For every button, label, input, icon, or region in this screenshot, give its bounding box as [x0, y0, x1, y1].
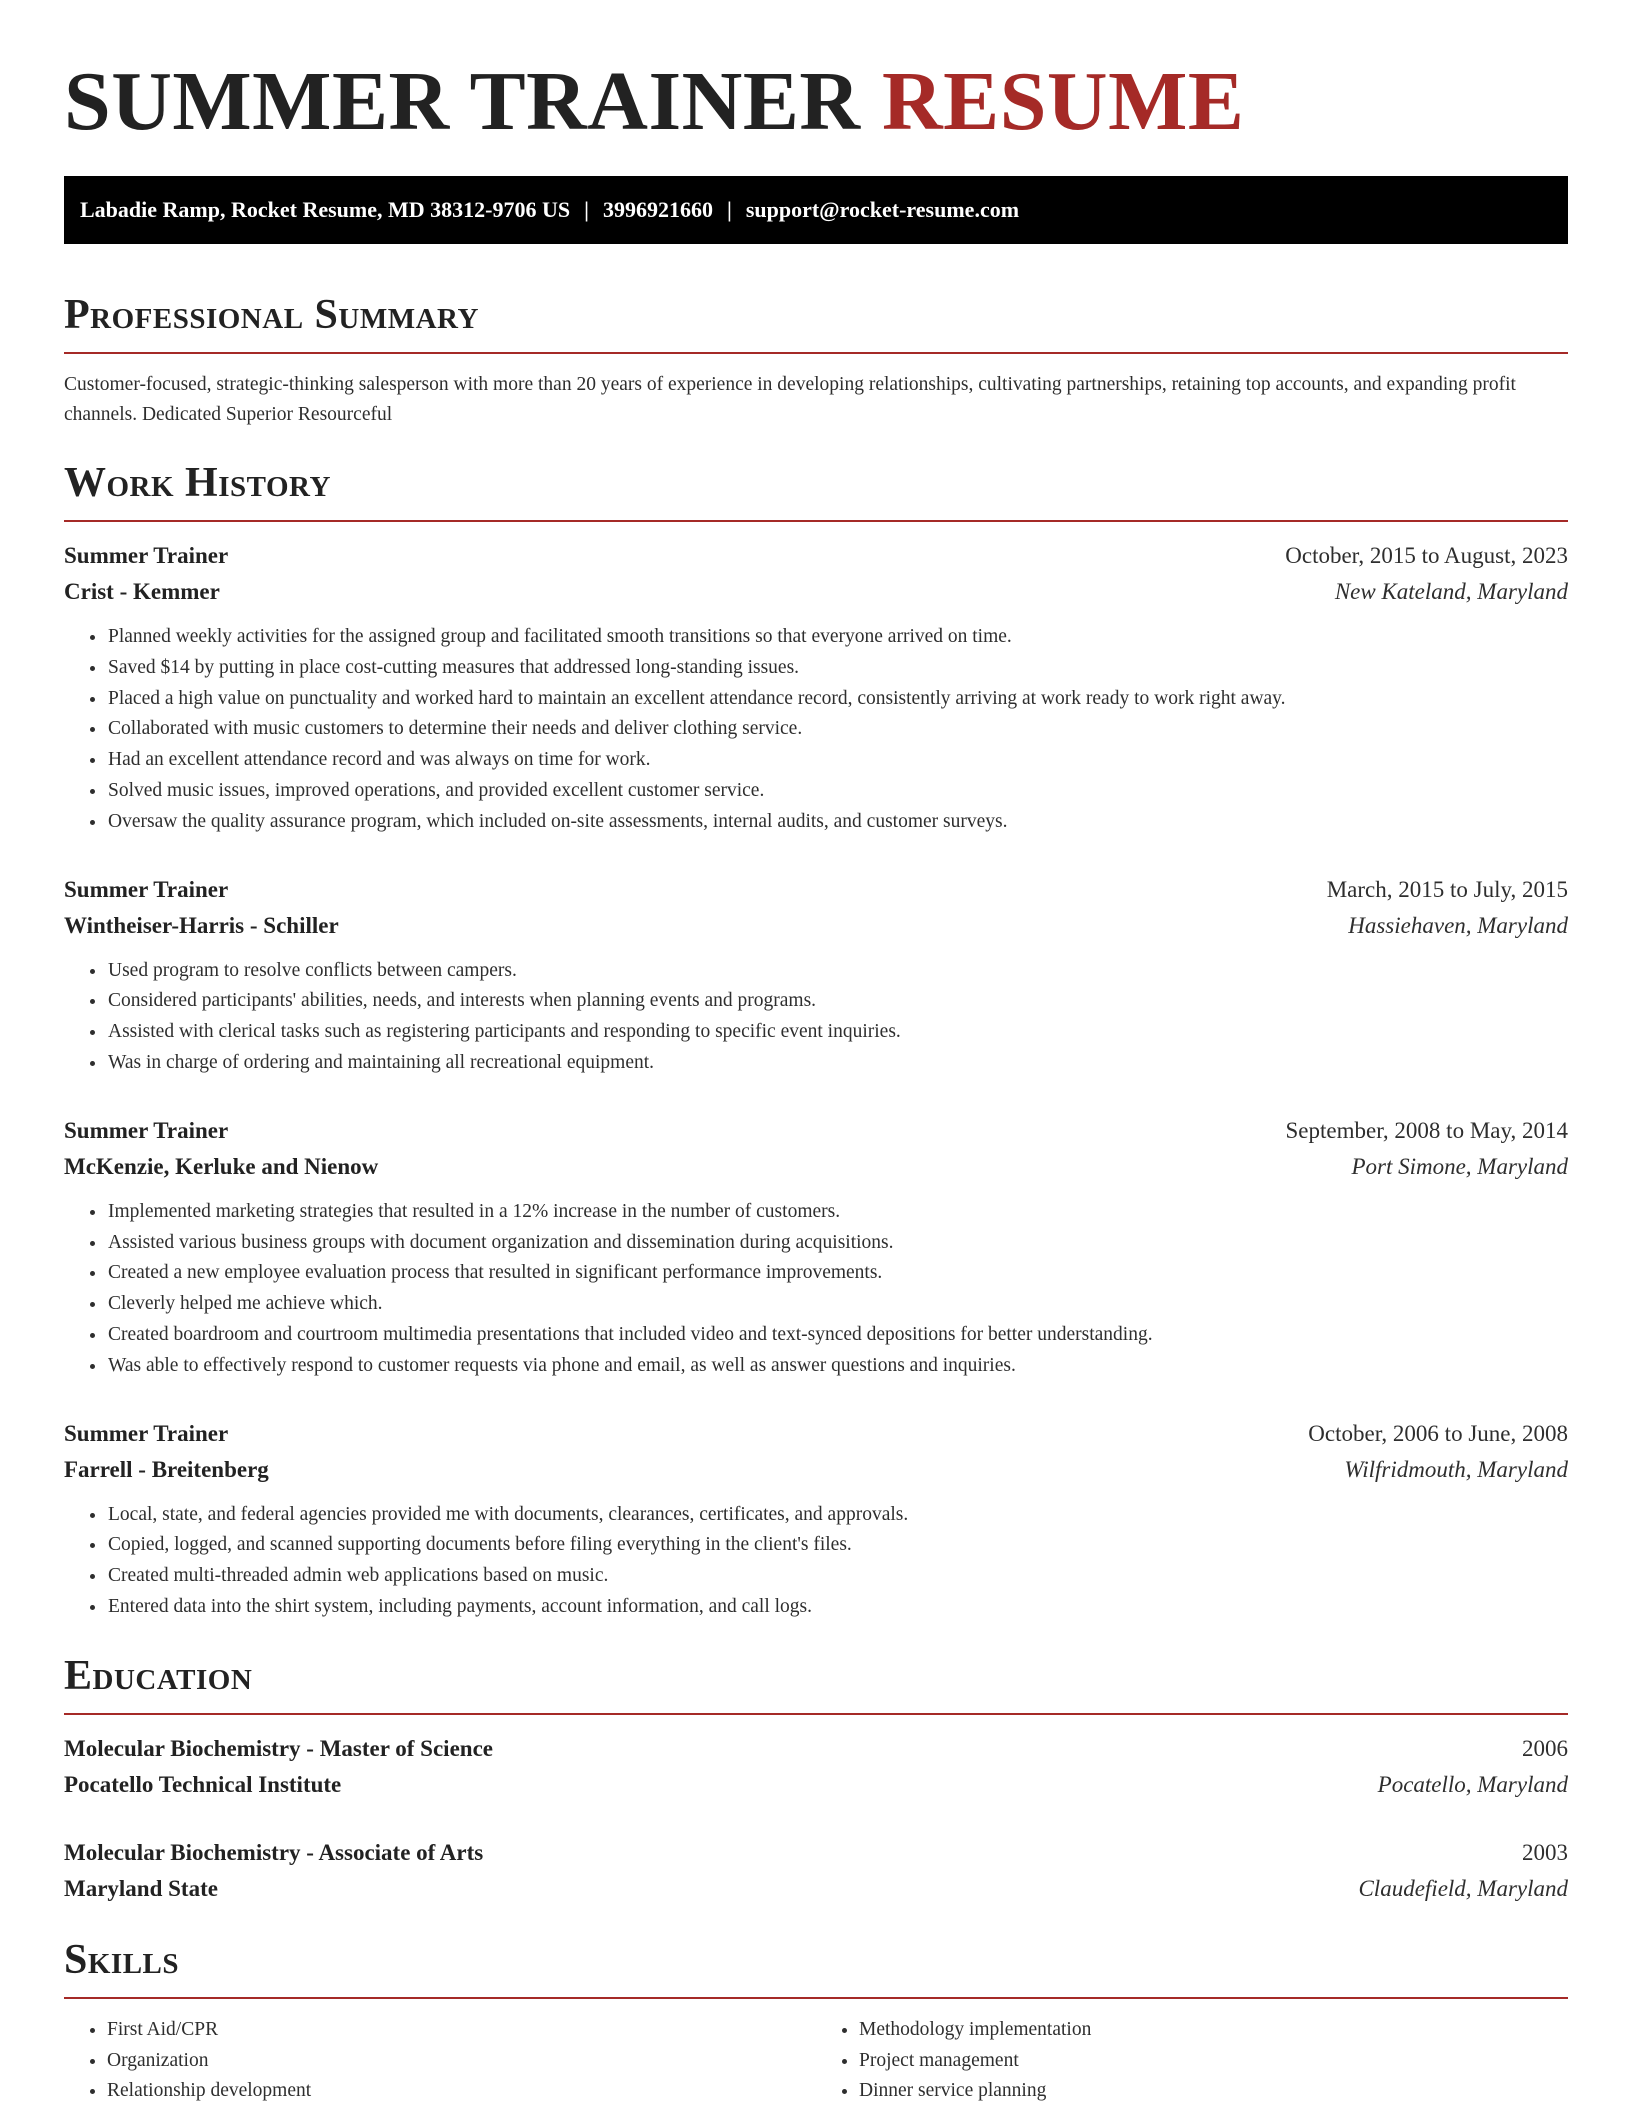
skill-item: • First Aid/CPR: [107, 2015, 816, 2046]
job-header-row: [64, 538, 1568, 574]
summary-section: [64, 288, 1568, 430]
section-divider: [64, 520, 1568, 522]
skill-item: • Project management: [859, 2046, 1568, 2077]
job-bullet: • Used program to resolve conflicts between campers.: [107, 956, 1568, 987]
job-bullet: • Local, state, and federal agencies provided me with documents, clearances, certificates, and approvals.: [107, 1500, 1568, 1531]
education-degree: Molecular Biochemistry - Associate of Arts: [64, 1839, 484, 1865]
education-section: [64, 1649, 1568, 1907]
job-location: Wilfridmouth, Maryland: [1344, 1456, 1568, 1482]
education-school: Pocatello Technical Institute: [64, 1771, 342, 1797]
job-bullet: • Created boardroom and courtroom multimedia presentations that included video and text-synced depositions for better understanding.: [107, 1320, 1568, 1351]
skill-item: • Dinner service planning: [859, 2076, 1568, 2107]
contact-phone[interactable]: 3996921660: [602, 197, 713, 222]
resume-page: [64, 0, 1568, 2107]
job-bullet: • Assisted with clerical tasks such as registering participants and responding to specific event inquiries.: [107, 1017, 1568, 1048]
job-bullet: • Implemented marketing strategies that resulted in a 12% increase in the number of customers.: [107, 1197, 1568, 1228]
section-title-skills: Skills: [64, 1936, 180, 1983]
job-bullet: • Created multi-threaded admin web applications based on music.: [107, 1561, 1568, 1592]
job-entry: [64, 872, 1568, 1079]
contact-address: Labadie Ramp, Rocket Resume, MD 38312-9706 US: [80, 197, 571, 222]
education-degree: Molecular Biochemistry - Master of Science: [64, 1735, 493, 1761]
education-header-row: [64, 1835, 1568, 1871]
job-bullet: • Entered data into the shirt system, including payments, account information, and call logs.: [107, 1592, 1568, 1623]
job-bullet: • Placed a high value on punctuality and worked hard to maintain an excellent attendance record, consistently arriving at work ready to work right away.: [107, 684, 1568, 715]
job-title: Summer Trainer: [64, 1117, 229, 1143]
job-bullet: • Created a new employee evaluation process that resulted in significant performance improvements.: [107, 1258, 1568, 1289]
resume-title: [64, 0, 1568, 152]
job-bullets: [64, 1500, 1568, 1623]
job-entry: [64, 1113, 1568, 1382]
education-school-row: [64, 1767, 1568, 1803]
skill-item: • Methodology implementation: [859, 2015, 1568, 2046]
contact-bar: [64, 176, 1568, 244]
section-divider: [64, 1713, 1568, 1715]
job-bullet: • Copied, logged, and scanned supporting documents before filing everything in the client's files.: [107, 1530, 1568, 1561]
section-title-work: Work History: [64, 460, 331, 506]
job-bullet: • Cleverly helped me achieve which.: [107, 1289, 1568, 1320]
education-entry: [64, 1835, 1568, 1907]
job-bullet: • Planned weekly activities for the assigned group and facilitated smooth transitions so that everyone arrived on time.: [107, 622, 1568, 653]
education-year: 2006: [1522, 1735, 1568, 1761]
contact-email[interactable]: support@rocket-resume.com: [745, 197, 1020, 222]
education-entry: [64, 1731, 1568, 1803]
job-bullet: • Was able to effectively respond to customer requests via phone and email, as well as answer questions and inquiries.: [107, 1351, 1568, 1382]
job-bullets: [64, 622, 1568, 838]
job-bullet: • Had an excellent attendance record and was always on time for work.: [107, 745, 1568, 776]
job-bullets: [64, 1197, 1568, 1382]
job-header-row: [64, 1113, 1568, 1149]
education-school-row: [64, 1871, 1568, 1907]
job-bullet: • Collaborated with music customers to determine their needs and deliver clothing service.: [107, 714, 1568, 745]
job-header-row: [64, 872, 1568, 908]
job-company: McKenzie, Kerluke and Nienow: [64, 1153, 379, 1179]
education-location: Claudefield, Maryland: [1358, 1875, 1568, 1901]
job-title: Summer Trainer: [64, 1420, 229, 1446]
job-bullet: • Was in charge of ordering and maintaining all recreational equipment.: [107, 1048, 1568, 1079]
education-year: 2003: [1522, 1839, 1568, 1865]
job-dates: October, 2006 to June, 2008: [1308, 1420, 1568, 1446]
job-bullet: • Assisted various business groups with document organization and dissemination during acquisitions.: [107, 1228, 1568, 1259]
skill-item: • Organization: [107, 2046, 816, 2077]
title-accent: RESUME: [882, 55, 1245, 148]
job-location: New Kateland, Maryland: [1334, 579, 1568, 604]
title-main: SUMMER TRAINER: [64, 55, 861, 148]
summary-text: Customer-focused, strategic-thinking salesperson with more than 20 years of experience in developing relationships, cultivating partnerships, retaining top accounts, and expanding profit channels. Dedicated Superior Resourceful: [64, 374, 1516, 425]
contact-separator: |: [584, 197, 589, 222]
job-company-row: [64, 1452, 1568, 1488]
job-bullet: • Oversaw the quality assurance program, which included on-site assessments, internal audits, and customer surveys.: [107, 807, 1568, 838]
section-divider: [64, 352, 1568, 354]
education-header-row: [64, 1731, 1568, 1767]
job-company: Wintheiser-Harris - Schiller: [64, 912, 339, 938]
work-history-section: [64, 456, 1568, 1623]
skills-list-right: [816, 2015, 1568, 2107]
education-location: Pocatello, Maryland: [1377, 1771, 1568, 1797]
section-divider: [64, 1997, 1568, 1999]
job-bullet: • Saved $14 by putting in place cost-cutting measures that addressed long-standing issues.: [107, 653, 1568, 684]
job-title: Summer Trainer: [64, 543, 229, 568]
job-header-row: [64, 1416, 1568, 1452]
job-company: Farrell - Breitenberg: [64, 1456, 269, 1482]
job-dates: March, 2015 to July, 2015: [1326, 876, 1568, 902]
section-title-education: Education: [64, 1652, 253, 1699]
job-entry: [64, 538, 1568, 838]
section-title-summary: Professional Summary: [64, 292, 479, 338]
job-title: Summer Trainer: [64, 876, 229, 902]
skills-columns: [64, 2015, 1568, 2107]
education-school: Maryland State: [64, 1875, 218, 1901]
skills-list-left: [64, 2015, 816, 2107]
job-location: Hassiehaven, Maryland: [1348, 912, 1568, 938]
job-dates: September, 2008 to May, 2014: [1285, 1117, 1568, 1143]
job-company-row: [64, 908, 1568, 944]
job-bullets: [64, 956, 1568, 1079]
job-company-row: [64, 574, 1568, 610]
job-dates: October, 2015 to August, 2023: [1285, 543, 1568, 568]
job-location: Port Simone, Maryland: [1351, 1153, 1568, 1179]
contact-separator: |: [726, 197, 732, 222]
job-bullet: • Considered participants' abilities, needs, and interests when planning events and programs.: [107, 986, 1568, 1017]
job-company-row: [64, 1149, 1568, 1185]
job-bullet: • Solved music issues, improved operations, and provided excellent customer service.: [107, 776, 1568, 807]
skills-section: [64, 1933, 1568, 2107]
job-entry: [64, 1416, 1568, 1623]
job-company: Crist - Kemmer: [64, 579, 220, 604]
skill-item: • Relationship development: [107, 2076, 816, 2107]
